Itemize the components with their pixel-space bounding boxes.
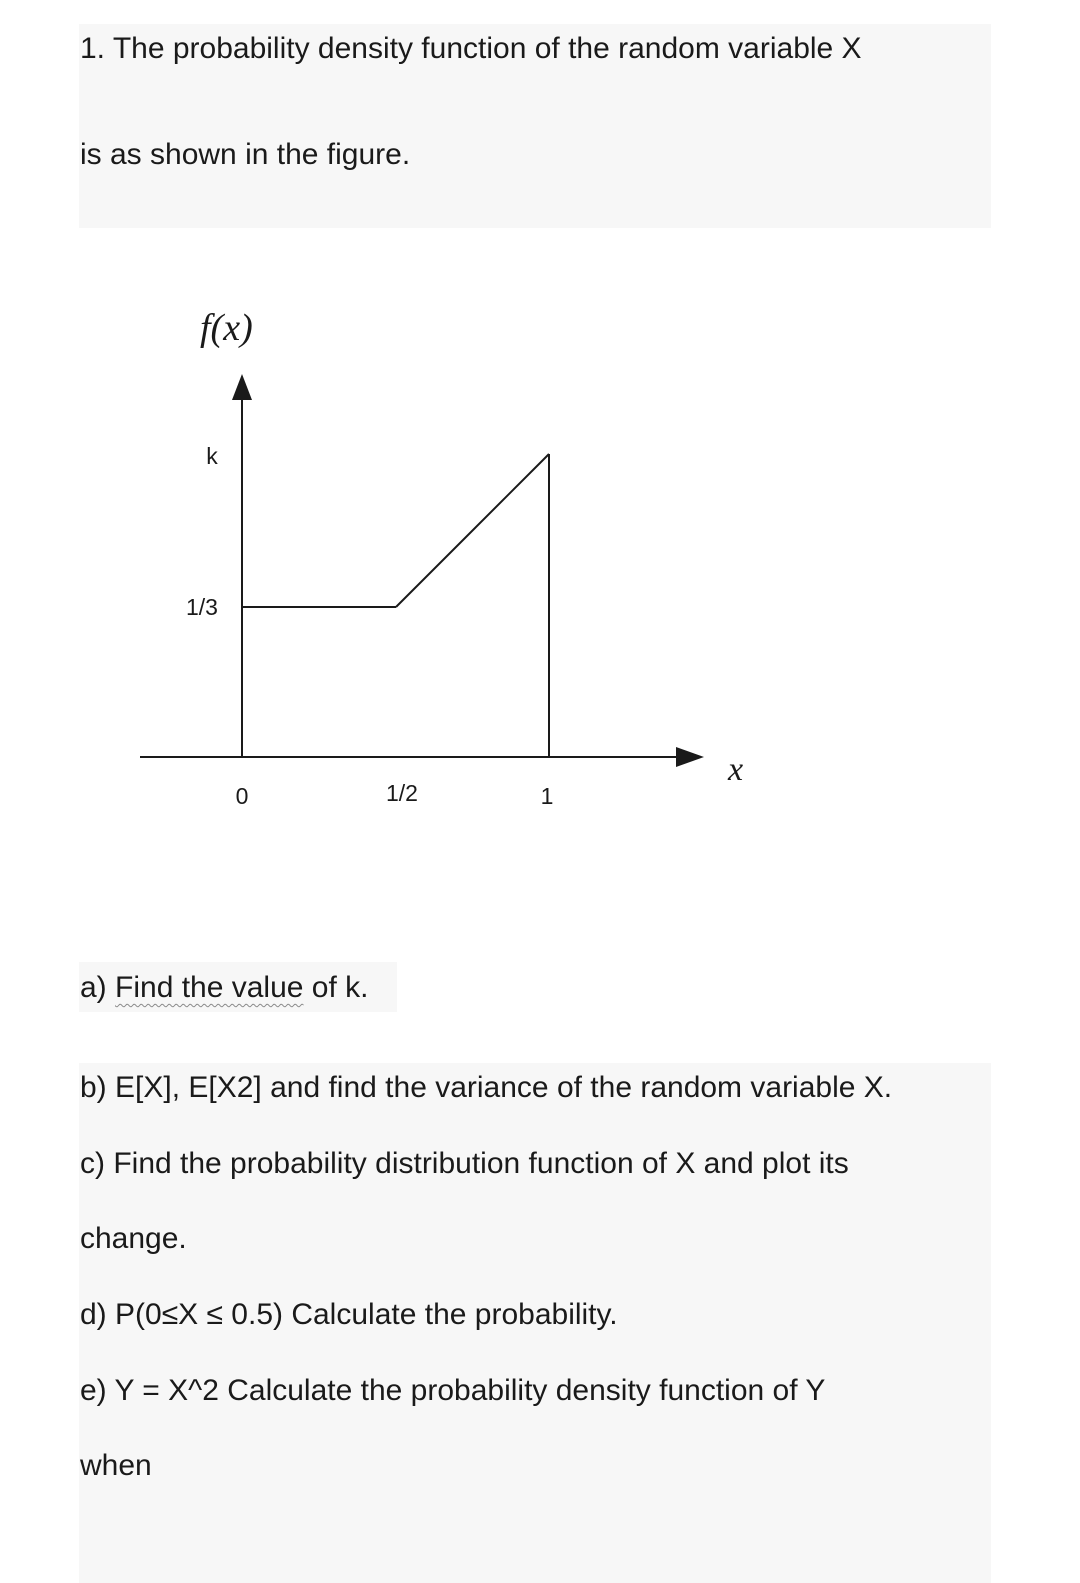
part-e-line-2: when [80, 1449, 152, 1482]
part-d: d) P(0≤X ≤ 0.5) Calculate the probability. [80, 1298, 618, 1331]
y-axis-arrow [232, 374, 252, 400]
x-axis-arrow [676, 747, 704, 767]
part-a [80, 968, 369, 1008]
part-c-line-1: c) Find the probability distribution function of X and plot its [80, 1147, 849, 1180]
y-tick-k: k [206, 443, 218, 469]
part-e-line-1: e) Y = X^2 Calculate the probability density function of Y [80, 1374, 826, 1407]
part-c-line-2: change. [80, 1222, 187, 1255]
x-axis-label: x [728, 751, 744, 788]
pdf-rising-segment [396, 454, 549, 607]
x-tick-0: 0 [235, 783, 249, 809]
part-a-suffix: of k. [303, 971, 369, 1004]
y-tick-one-third: 1/3 [186, 594, 218, 620]
x-tick-half: 1/2 [386, 780, 418, 806]
part-a-prefix: a) [80, 971, 116, 1004]
pdf-figure [0, 290, 1080, 850]
part-a-underlined: Find the value [115, 971, 304, 1004]
question-line-1: 1. The probability density function of the random variable X [80, 32, 862, 65]
question-line-2 [80, 135, 410, 175]
part-b: b) E[X], E[X2] and find the variance of the random variable X. [80, 1071, 893, 1104]
x-tick-1: 1 [540, 783, 554, 809]
question-line-2-text: is as shown in the figure. [80, 138, 411, 171]
y-axis-label: f(x) [200, 307, 253, 349]
